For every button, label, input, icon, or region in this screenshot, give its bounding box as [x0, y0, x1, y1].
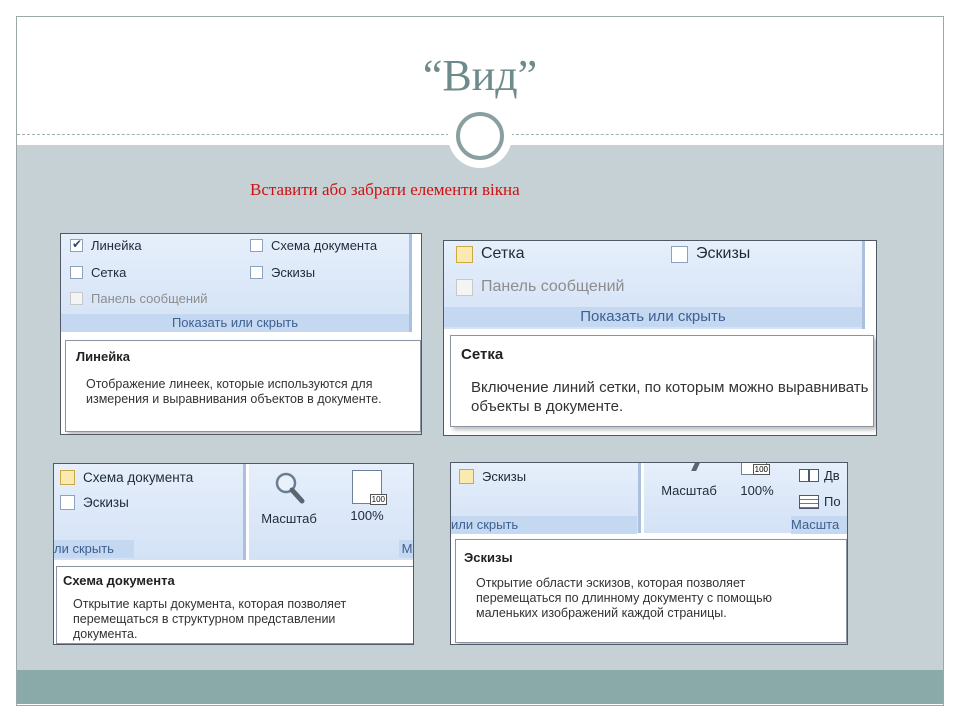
bottom-band: [17, 670, 943, 704]
thumbnails-checkbox-row[interactable]: [60, 495, 129, 510]
tooltip-grid: [450, 335, 874, 427]
thumbnails-checkbox-row[interactable]: [250, 265, 315, 280]
thumbnails-label: Эскизы: [83, 495, 129, 510]
doc-map-checkbox[interactable]: [250, 239, 263, 252]
thumbnails-checkbox-row[interactable]: [671, 245, 750, 263]
doc-map-checkbox[interactable]: [60, 470, 75, 485]
zoom-button[interactable]: [257, 470, 321, 526]
zoom-100-button[interactable]: [342, 470, 392, 523]
doc-map-label: Схема документа: [271, 238, 378, 253]
ribbon-separator: [638, 463, 641, 533]
tooltip-body: Включение линий сетки, по которым можно выравнивать объекты в документе.: [471, 379, 869, 415]
group-label-show-hide: Показать или скрыть: [444, 307, 862, 327]
thumbnails-label: Эскизы: [696, 245, 751, 262]
thumbnails-checkbox[interactable]: [671, 246, 688, 263]
grid-checkbox[interactable]: [456, 246, 473, 263]
page-width-icon: [799, 495, 819, 509]
group-label-show-hide: или скрыть: [451, 516, 637, 534]
grid-label: Сетка: [91, 265, 127, 280]
tooltip-ruler: [65, 340, 421, 432]
message-bar-checkbox[interactable]: [70, 292, 83, 305]
thumbnails-checkbox[interactable]: [250, 266, 263, 279]
thumbnails-checkbox-row[interactable]: [459, 469, 526, 484]
message-bar-label: Панель сообщений: [481, 278, 625, 295]
grid-label: Сетка: [481, 245, 525, 262]
tooltip-title: Схема документа: [63, 573, 175, 588]
thumbnails-checkbox[interactable]: [60, 495, 75, 510]
screenshot-grid: [443, 240, 877, 436]
page-width-label: По: [824, 494, 841, 509]
message-bar-checkbox-row[interactable]: [456, 278, 624, 296]
grid-checkbox-row[interactable]: [456, 245, 525, 263]
two-pages-label: Дв: [824, 468, 840, 483]
group-label-zoom: Масшта: [791, 516, 848, 534]
ruler-checkbox[interactable]: [70, 239, 83, 252]
ribbon-separator: [409, 234, 412, 332]
ring-ornament-inner: [456, 112, 504, 160]
magnifier-icon: [272, 470, 306, 504]
screenshot-ruler: [60, 233, 422, 435]
tooltip-body: Открытие области эскизов, которая позволяет перемещаться по длинному документу с помощью маленьких изображений каждой страницы.: [476, 576, 773, 620]
zoom-label-button[interactable]: [651, 483, 727, 498]
message-bar-label: Панель сообщений: [91, 291, 208, 306]
zoom-label: Масштаб: [261, 511, 317, 526]
tooltip-title: Сетка: [461, 346, 504, 363]
doc-map-checkbox-row[interactable]: [60, 470, 193, 485]
group-label-show-hide: ли скрыть: [54, 540, 134, 558]
thumbnails-label: Эскизы: [482, 469, 527, 484]
two-pages-icon: [799, 469, 819, 482]
page-100-icon: [352, 470, 385, 504]
ribbon-separator: [862, 241, 865, 329]
zoom-100-button[interactable]: [733, 483, 781, 498]
ruler-checkbox-row[interactable]: [70, 238, 142, 253]
tooltip-body: Открытие карты документа, которая позволяет перемещаться в структурном представлении документа.: [73, 597, 347, 641]
tooltip-thumbnails: [455, 539, 847, 643]
ruler-label: Линейка: [91, 238, 142, 253]
grid-checkbox[interactable]: [70, 266, 83, 279]
page-width-button[interactable]: [799, 494, 841, 509]
ring-ornament: [448, 104, 512, 168]
group-label-zoom: М: [399, 540, 414, 558]
tooltip-body: Отображение линеек, которые используются для измерения и выравнивания объектов в документе.: [86, 377, 382, 406]
slide-title: “Вид”: [422, 51, 538, 100]
two-pages-button[interactable]: [799, 468, 840, 483]
grid-checkbox-row[interactable]: [70, 265, 126, 280]
zoom-label: Масштаб: [661, 483, 717, 498]
doc-map-checkbox-row[interactable]: [250, 238, 377, 253]
screenshot-thumbnails: [450, 462, 848, 645]
doc-map-label: Схема документа: [83, 470, 194, 485]
tooltip-title: Эскизы: [464, 550, 513, 565]
ribbon-separator: [243, 464, 246, 560]
message-bar-checkbox[interactable]: [456, 279, 473, 296]
page-100-badge: 100: [754, 465, 768, 474]
tooltip-title: Линейка: [76, 349, 130, 364]
screenshot-doc-map: [53, 463, 414, 645]
page-100-badge: 100: [371, 495, 385, 504]
slide-subtitle: Вставити або забрати елементи вікна: [250, 180, 520, 199]
thumbnails-label: Эскизы: [271, 265, 316, 280]
thumbnails-checkbox[interactable]: [459, 469, 474, 484]
group-label-show-hide: Показать или скрыть: [61, 314, 409, 332]
zoom-100-label: 100%: [740, 483, 774, 498]
tooltip-doc-map: [56, 566, 414, 644]
zoom-100-label: 100%: [350, 508, 384, 523]
message-bar-checkbox-row[interactable]: [70, 291, 208, 306]
page-100-icon: [741, 463, 767, 475]
